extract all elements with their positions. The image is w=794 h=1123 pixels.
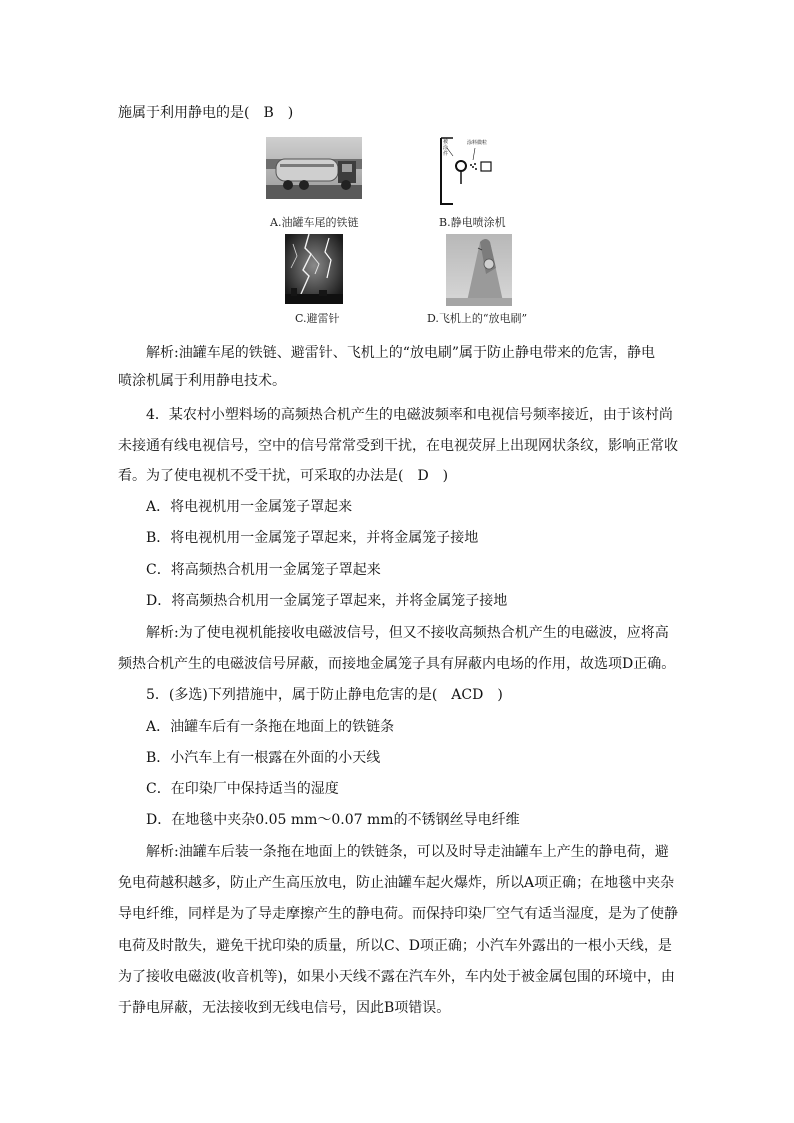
q3-analysis-line: 喷涂机属于利用静电技术。 [118, 373, 286, 389]
q4-option-a: A．将电视机用一金属笼子罩起来 [146, 499, 353, 515]
q5-stem: 5．(多选)下列措施中，属于防止静电危害的是( ACD ) [146, 687, 503, 703]
q4-option-d: D．将高频热合机用一金属笼子罩起来，并将金属笼子接地 [146, 593, 508, 609]
q5-analysis-line: 免电荷越积越多，防止产生高压放电，防止油罐车起火爆炸，所以A项正确；在地毯中夹杂 [118, 875, 675, 891]
figure-d-caption: D.飞机上的“放电刷” [427, 312, 528, 325]
airplane-tail-photo [446, 234, 512, 306]
q4-analysis-line: 频热合机产生的电磁波信号屏蔽，而接地金属笼子具有屏蔽内电场的作用，故选项D正确。 [118, 656, 676, 672]
figure-a-caption: A.油罐车尾的铁链 [270, 216, 359, 229]
q5-option-c: C．在印染厂中保持适当的湿度 [146, 781, 339, 797]
oil-tanker-truck-photo [266, 137, 362, 199]
q4-analysis-line: 解析:为了使电视机能接收电磁波信号，但又不接收高频热合机产生的电磁波，应将高 [146, 625, 669, 641]
sprayer-label-particles: 涂料微粒 [467, 140, 488, 146]
q5-analysis-line: 于静电屏蔽，无法接收到无线电信号，因此B项错误。 [118, 1000, 451, 1016]
q4-stem-line: 未接通有线电视信号，空中的信号常常受到干扰，在电视荧屏上出现网状条纹，影响正常收 [118, 438, 678, 454]
q5-analysis-line: 电荷及时散失，避免干扰印染的质量，所以C、D项正确；小汽车外露出的一根小天线，是 [118, 938, 672, 954]
q5-analysis-line: 为了接收电磁波(收音机等)，如果小天线不露在汽车外，车内处于被金属包围的环境中，由 [118, 969, 675, 985]
q4-stem-line: 看。为了使电视机不受干扰，可采取的办法是( D ) [118, 468, 449, 484]
electrostatic-sprayer-diagram [437, 136, 497, 208]
q5-option-a: A．油罐车后有一条拖在地面上的铁链条 [146, 719, 395, 735]
q5-analysis-line: 解析:油罐车后装一条拖在地面上的铁链条，可以及时导走油罐车上产生的静电荷，避 [146, 844, 669, 860]
sprayer-label-workpiece: 被涂件 [443, 139, 449, 157]
lightning-photo [285, 234, 343, 304]
q5-option-d: D．在地毯中夹杂0.05 mm～0.07 mm的不锈钢丝导电纤维 [146, 812, 520, 828]
q4-option-b: B．将电视机用一金属笼子罩起来，并将金属笼子接地 [146, 530, 479, 546]
q5-option-b: B．小汽车上有一根露在外面的小天线 [146, 750, 381, 766]
figure-b-caption: B.静电喷涂机 [439, 216, 506, 229]
q3-analysis-line: 解析:油罐车尾的铁链、避雷针、飞机上的“放电刷”属于防止静电带来的危害，静电 [146, 345, 656, 361]
q5-analysis-line: 导电纤维，同样是为了导走摩擦产生的静电荷。而保持印染厂空气有适当湿度，是为了使静 [118, 906, 678, 922]
q4-stem-line: 4．某农村小塑料场的高频热合机产生的电磁波频率和电视信号频率接近，由于该村尚 [146, 407, 673, 423]
figure-c-caption: C.避雷针 [295, 312, 340, 325]
q3-stem-tail: 施属于利用静电的是( B ) [118, 105, 294, 121]
q4-option-c: C．将高频热合机用一金属笼子罩起来 [146, 562, 381, 578]
